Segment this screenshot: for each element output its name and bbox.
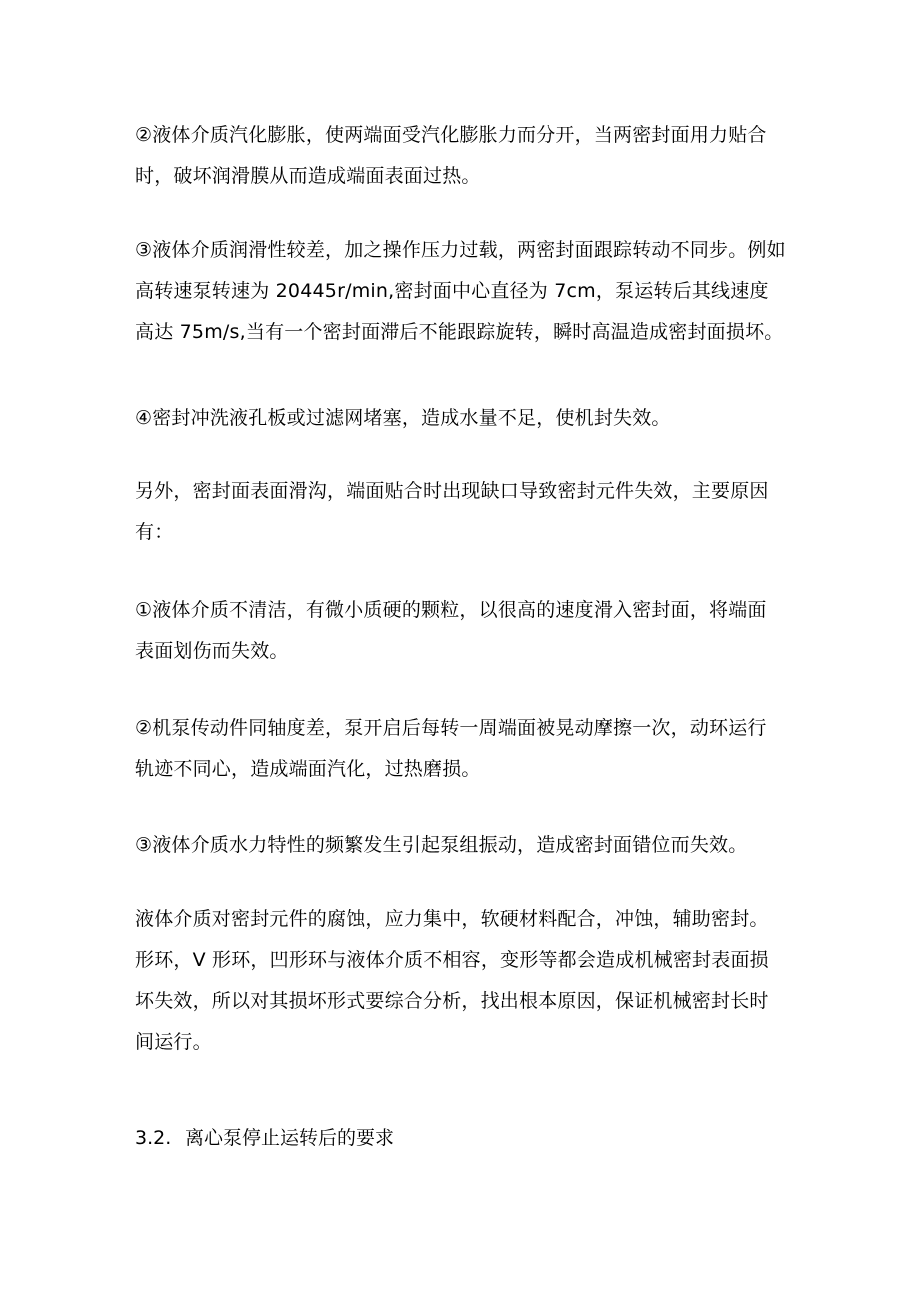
text-line: 轨迹不同心，造成端面汽化，过热磨损。 [135, 758, 481, 780]
paragraph-poor-lubrication [135, 230, 795, 353]
text-line: ②机泵传动件同轴度差，泵开启后每转一周端面被晃动摩擦一次，动环运行 [135, 717, 767, 739]
text-line: ③液体介质水力特性的频繁发生引起泵组振动，造成密封面错位而失效。 [135, 834, 748, 856]
paragraph-hydraulic-vibration [135, 825, 795, 866]
paragraph-poor-coaxiality [135, 708, 795, 790]
paragraph-vaporization-expansion [135, 115, 795, 197]
section-number: 3.2. [135, 1127, 172, 1149]
text-line: 有： [135, 521, 174, 543]
text-line: 液体介质对密封元件的腐蚀，应力集中，软硬材料配合，冲蚀，辅助密封。 [135, 908, 769, 930]
text-line: 形环，V 形环，凹形环与液体介质不相容，变形等都会造成机械密封表面损 [135, 949, 769, 971]
text-line: ②液体介质汽化膨胀，使两端面受汽化膨胀力而分开，当两密封面用力贴合 [135, 124, 767, 146]
text-line: 另外，密封面表面滑沟，端面贴合时出现缺口导致密封元件失效，主要原因 [135, 480, 769, 502]
text-line: 间运行。 [135, 1031, 212, 1053]
text-line: 高达 75m/s,当有一个密封面滞后不能跟踪旋转，瞬时高温造成密封面损坏。 [135, 321, 784, 343]
text-line: ③液体介质润滑性较差，加之操作压力过载，两密封面跟踪转动不同步。例如 [135, 239, 786, 261]
paragraph-flush-blockage [135, 398, 795, 439]
paragraph-surface-groove-intro [135, 471, 795, 553]
text-line: 表面划伤而失效。 [135, 640, 289, 662]
text-line: 时，破坏润滑膜从而造成端面表面过热。 [135, 165, 481, 187]
section-heading [135, 1118, 795, 1159]
text-line: 高转速泵转速为 20445r/min,密封面中心直径为 7cm，泵运转后其线速度 [135, 280, 769, 302]
text-line: ①液体介质不清洁，有微小质硬的颗粒，以很高的速度滑入密封面，将端面 [135, 599, 767, 621]
paragraph-corrosion-summary [135, 899, 795, 1063]
section-title: 离心泵停止运转后的要求 [185, 1127, 395, 1149]
paragraph-unclean-medium [135, 590, 795, 672]
text-line: 坏失效，所以对其损坏形式要综合分析，找出根本原因，保证机械密封长时 [135, 990, 769, 1012]
text-line: ④密封冲洗液孔板或过滤网堵塞，造成水量不足，使机封失效。 [135, 407, 671, 429]
